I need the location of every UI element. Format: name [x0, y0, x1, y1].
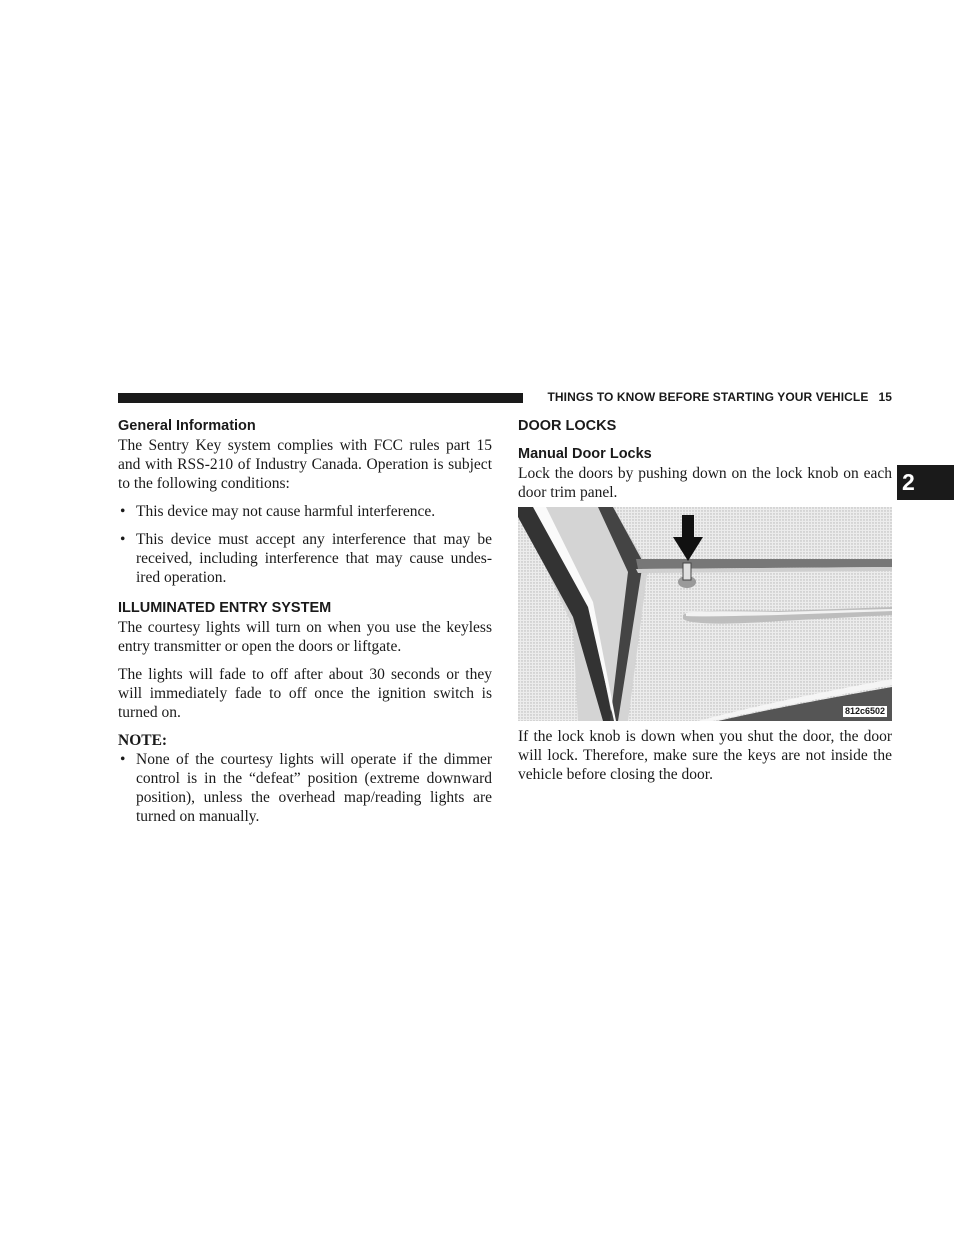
illuminated-entry-text-1: The courtesy lights will turn on when you use the keyless entry transmitter or open the doors or liftgate. [118, 619, 492, 655]
left-column [118, 417, 492, 826]
illuminated-entry-heading: ILLUMINATED ENTRY SYSTEM [118, 600, 332, 616]
figure-code: 812c6502 [842, 705, 888, 718]
manual-door-locks-heading: Manual Door Locks [518, 446, 652, 462]
bullet-icon: • [120, 503, 126, 520]
door-locks-heading: DOOR LOCKS [518, 418, 617, 434]
list-item: • This device must accept any interference that may be received, including interference that may cause undes- ired operation. [120, 531, 492, 586]
conditions-list [118, 502, 492, 587]
lock-knob-text: If the lock knob is down when you shut the door, the door will lock. Therefore, make sure the keys are not inside the vehicle before closing the door. [518, 728, 892, 783]
general-information-text: The Sentry Key system complies with FCC rules part 15 and with RSS-210 of Industry Canada. Operation is subject to the following conditions: [118, 437, 492, 492]
note-list [118, 750, 492, 826]
manual-door-locks-text: Lock the doors by pushing down on the lock knob on each door trim panel. [518, 465, 892, 501]
chapter-tab: 2 [897, 465, 954, 500]
running-header [533, 390, 892, 404]
door-lock-illustration [518, 507, 892, 721]
bullet-icon: • [120, 531, 126, 548]
page-number: 15 [878, 390, 892, 404]
header-title-text: THINGS TO KNOW BEFORE STARTING YOUR VEHICLE [547, 390, 869, 404]
note-label: NOTE: [118, 732, 168, 749]
general-information-heading: General Information [118, 418, 256, 434]
door-panel-drawing [518, 507, 892, 721]
bullet-icon: • [120, 751, 126, 768]
list-item: • None of the courtesy lights will operate if the dimmer control is in the “defeat” position (extreme downward position), unless the overhead map/reading lights are turned on manually. [120, 751, 492, 825]
list-item: • This device may not cause harmful interference. [120, 503, 436, 520]
right-column [518, 417, 892, 784]
illuminated-entry-text-2: The lights will fade to off after about 30 seconds or they will immediately fade to off once the ignition switch is turned on. [118, 666, 492, 721]
header-rule [118, 393, 523, 403]
